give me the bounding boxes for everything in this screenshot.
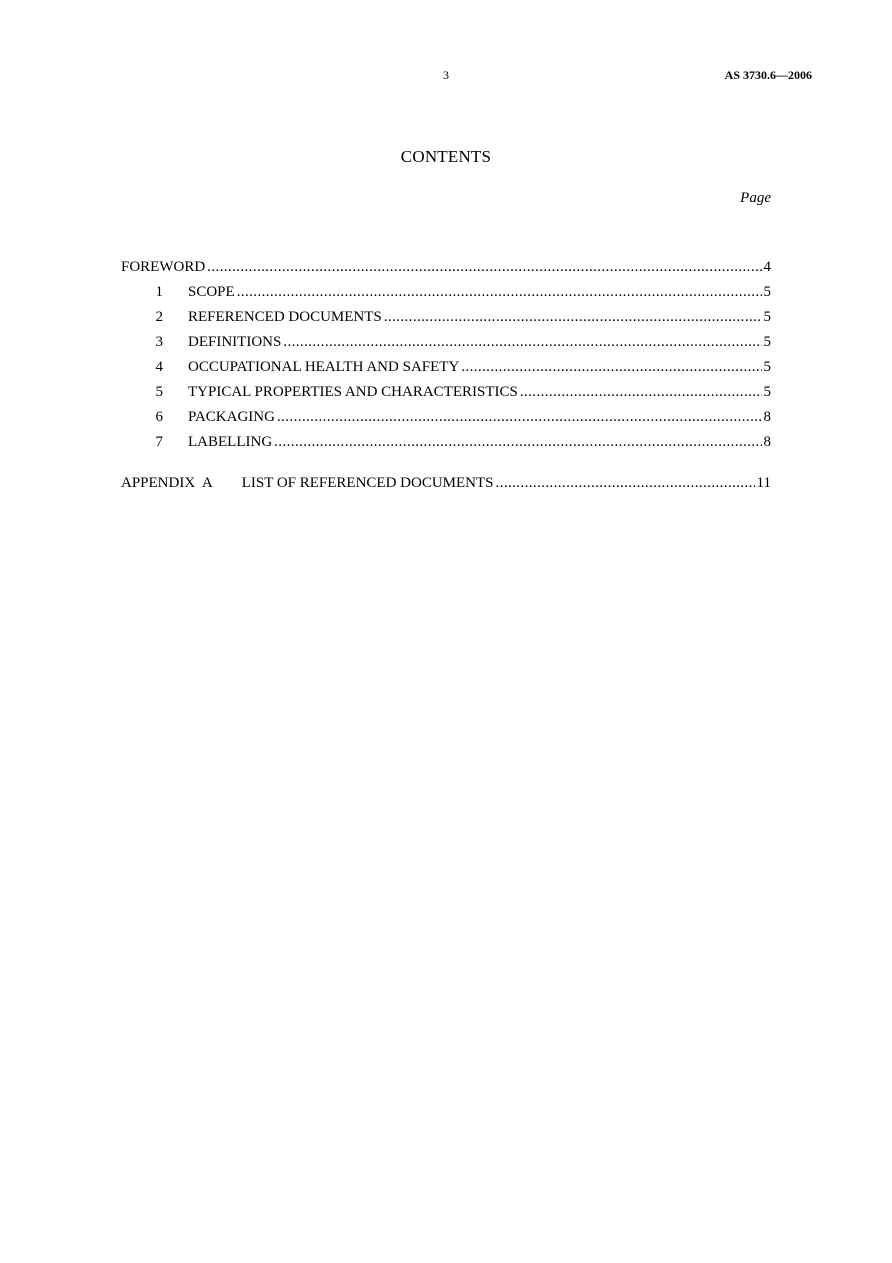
page-column-label: Page bbox=[740, 190, 771, 206]
toc-entry-appendix-a[interactable] bbox=[121, 473, 771, 498]
toc-entry-foreword[interactable] bbox=[121, 257, 771, 282]
dot-leader bbox=[496, 473, 755, 493]
toc-entry-label: LIST OF REFERENCED DOCUMENTS bbox=[241, 475, 494, 491]
toc-entry-label: FOREWORD bbox=[121, 259, 206, 275]
toc-entry-page: 5 bbox=[763, 309, 771, 325]
page-number: 3 bbox=[443, 68, 449, 82]
toc-entry-page: 5 bbox=[763, 284, 771, 300]
contents-title: CONTENTS bbox=[400, 147, 492, 166]
toc-entry-label: LABELLING bbox=[188, 434, 273, 450]
toc-entry-page: 11 bbox=[756, 475, 771, 491]
toc-entry-labelling[interactable] bbox=[121, 432, 771, 457]
toc-appendix-number: APPENDIX A bbox=[121, 475, 213, 491]
dot-leader bbox=[520, 382, 762, 402]
toc-entry-referenced-documents[interactable] bbox=[121, 307, 771, 332]
toc-entry-label: DEFINITIONS bbox=[188, 334, 282, 350]
toc-entry-number: 7 bbox=[155, 434, 163, 450]
toc-entry-page: 5 bbox=[763, 334, 771, 350]
dot-leader bbox=[384, 307, 762, 327]
toc-entry-page: 4 bbox=[763, 259, 771, 275]
toc-entry-number: 5 bbox=[155, 384, 163, 400]
toc-entry-label: OCCUPATIONAL HEALTH AND SAFETY bbox=[188, 359, 460, 375]
toc-entry-page: 8 bbox=[763, 434, 771, 450]
dot-leader bbox=[237, 282, 762, 302]
dot-leader bbox=[207, 257, 761, 277]
dot-leader bbox=[277, 407, 762, 427]
dot-leader bbox=[274, 432, 761, 452]
toc-entry-number: 4 bbox=[155, 359, 163, 375]
dot-leader bbox=[283, 332, 761, 352]
toc-entry-page: 5 bbox=[763, 384, 771, 400]
table-of-contents bbox=[121, 257, 771, 498]
toc-entry-typical-properties[interactable] bbox=[121, 382, 771, 407]
toc-entry-number: 2 bbox=[155, 309, 163, 325]
toc-entry-label: PACKAGING bbox=[188, 409, 275, 425]
toc-entry-label: SCOPE bbox=[188, 284, 235, 300]
toc-entry-packaging[interactable] bbox=[121, 407, 771, 432]
toc-entry-definitions[interactable] bbox=[121, 332, 771, 357]
toc-entry-label: TYPICAL PROPERTIES AND CHARACTERISTICS bbox=[188, 384, 518, 400]
toc-entry-number: 6 bbox=[155, 409, 163, 425]
toc-entry-scope[interactable] bbox=[121, 282, 771, 307]
dot-leader bbox=[461, 357, 761, 377]
toc-entry-label: REFERENCED DOCUMENTS bbox=[188, 309, 382, 325]
toc-entry-number: 3 bbox=[155, 334, 163, 350]
toc-entry-page: 8 bbox=[763, 409, 771, 425]
toc-entry-number: 1 bbox=[155, 284, 163, 300]
toc-entry-page: 5 bbox=[763, 359, 771, 375]
toc-entry-occupational-health[interactable] bbox=[121, 357, 771, 382]
standard-identifier: AS 3730.6—2006 bbox=[724, 68, 812, 82]
